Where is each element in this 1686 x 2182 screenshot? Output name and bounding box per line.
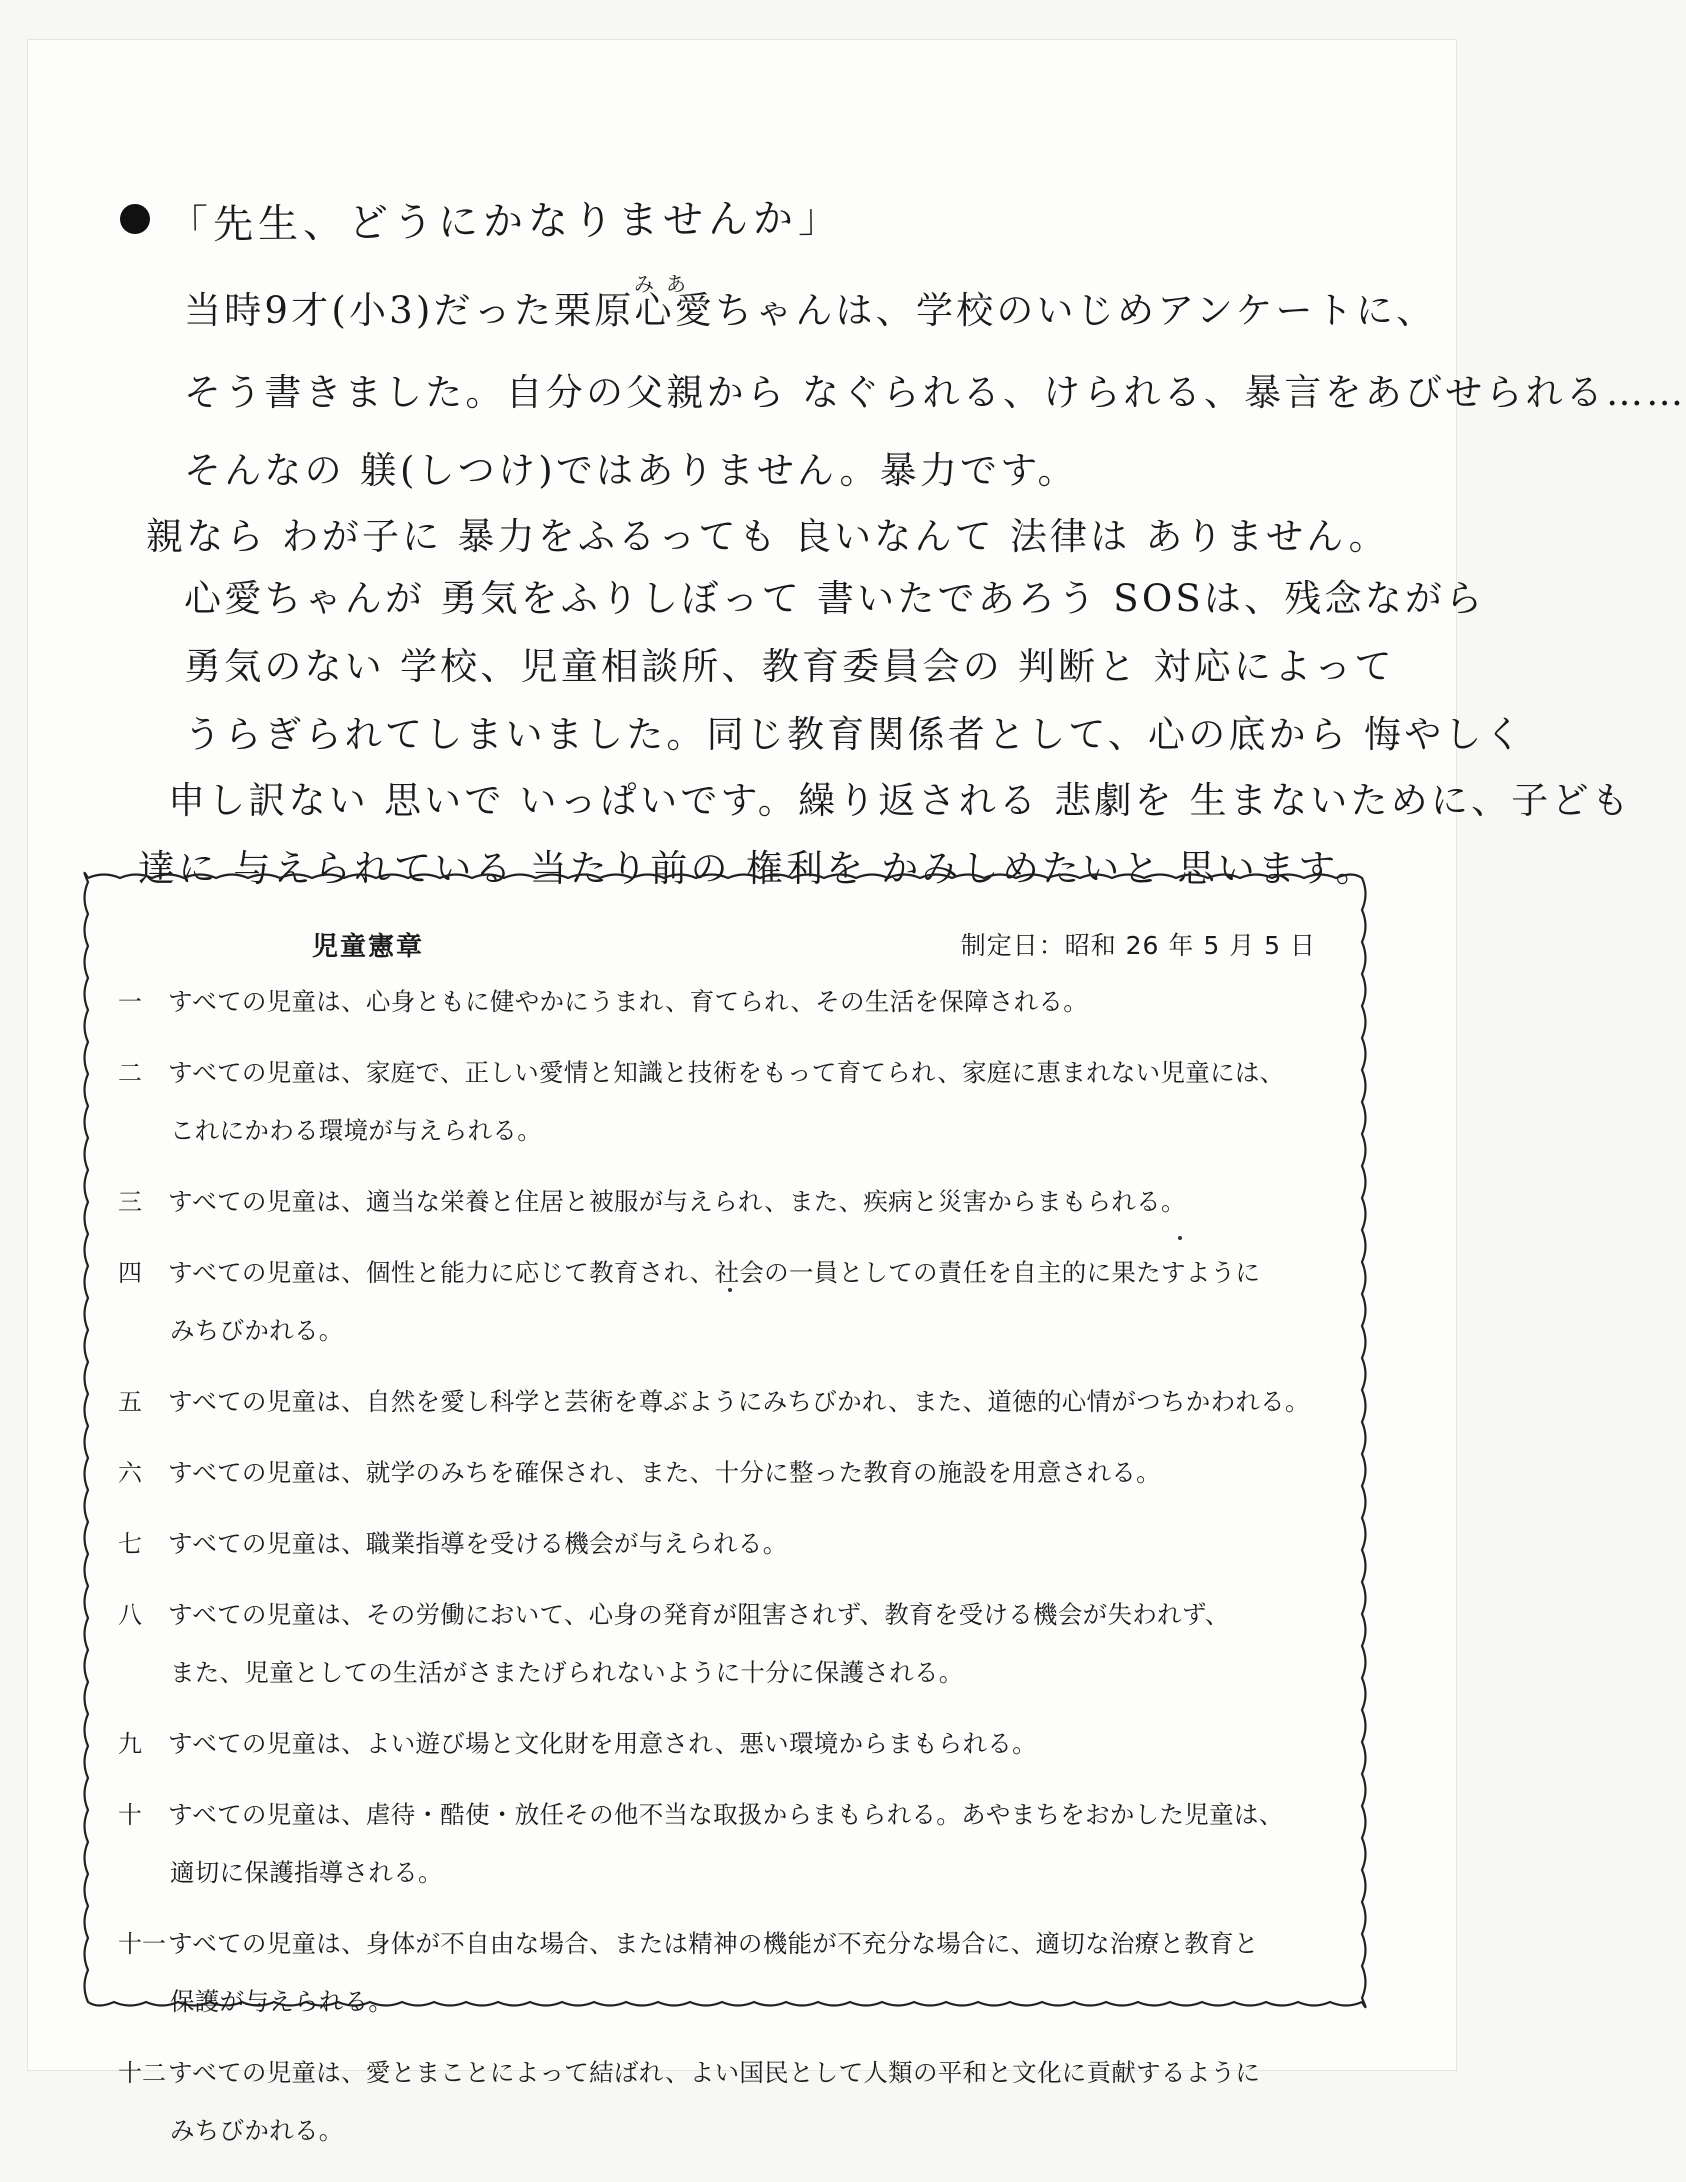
article-line: すべての児童は、職業指導を受ける機会が与えられる。 — [168, 1529, 788, 1558]
article-line: すべての児童は、適当な栄養と住居と被服が与えられ、また、疾病と災害からまもられる。 — [168, 1187, 1186, 1216]
article-text — [168, 1586, 1230, 1702]
article-text — [168, 1915, 1259, 2031]
scanned-page — [28, 40, 1686, 2145]
article-text — [168, 1444, 1161, 1502]
article-line: すべての児童は、よい遊び場と文化財を用意され、悪い環境からまもられる。 — [168, 1729, 1037, 1758]
article-number: 十一 — [118, 1930, 166, 1958]
handwritten-line: そんなの 躾(しつけ)ではありません。暴力です。 — [184, 449, 1078, 492]
handwritten-title-row — [120, 190, 843, 247]
charter-article — [102, 1382, 1352, 1431]
charter-title: 児童憲章 — [312, 932, 425, 962]
article-number: 九 — [118, 1730, 142, 1758]
charter-article — [102, 982, 1352, 1031]
article-line: すべての児童は、愛とまことによって結ばれ、よい国民として人類の平和と文化に貢献するように — [168, 2058, 1261, 2087]
charter-article — [102, 1595, 1352, 1702]
article-number: 十二 — [118, 2059, 166, 2087]
article-number: 十 — [118, 1801, 142, 1829]
article-text — [168, 2044, 1260, 2160]
article-line: また、児童としての生活がさまたげられないように十分に保護される。 — [170, 1658, 964, 1687]
article-line: みちびかれる。 — [170, 2116, 344, 2145]
charter-article — [102, 1253, 1352, 1360]
article-text — [168, 1044, 1285, 1160]
article-number: 五 — [118, 1388, 142, 1416]
article-line: 保護が与えられる。 — [170, 1987, 394, 2016]
handwritten-line: 当時9才(小3)だった栗原心愛ちゃんは、学校のいじめアンケートに、 — [184, 289, 1437, 332]
article-line: すべての児童は、心身ともに健やかにうまれ、育てられ、その生活を保障される。 — [168, 987, 1089, 1016]
charter-article — [102, 1182, 1352, 1231]
article-text — [168, 1373, 1310, 1431]
article-text — [168, 1244, 1260, 1360]
article-list — [102, 982, 1352, 2182]
article-text — [168, 1515, 788, 1573]
scan-speck — [1178, 1236, 1182, 1240]
ruby-reading: みあ — [634, 272, 698, 296]
article-text — [168, 1786, 1284, 1902]
handwritten-line: そう書きました。自分の父親から なぐられる、けられる、暴言をあびせられる…… — [184, 371, 1686, 414]
charter-article — [102, 1053, 1352, 1160]
article-number: 四 — [118, 1259, 142, 1287]
handwritten-line: 達に 与えられている 当たり前の 権利を かみしめたいと 思います。 — [138, 847, 1376, 890]
enactment-date: 制定日：昭和 26 年 5 月 5 日 — [960, 931, 1316, 960]
handwritten-line: 申し訳ない 思いで いっぱいです。繰り返される 悲劇を 生まないために、子ども — [168, 779, 1632, 822]
charter-box — [80, 870, 1370, 2145]
article-line: すべての児童は、虐待・酷使・放任その他不当な取扱からまもられる。あやまちをおかした児童は、 — [168, 1800, 1284, 1829]
article-text — [168, 1173, 1186, 1231]
handwritten-line: うらぎられてしまいました。同じ教育関係者として、心の底から 悔やしく — [184, 713, 1525, 756]
article-text — [168, 973, 1088, 1031]
bullet-icon — [120, 204, 150, 234]
article-text — [168, 1715, 1037, 1773]
handwritten-title: 「先生、どうにかなりませんか」 — [167, 195, 844, 249]
charter-article — [102, 1524, 1352, 1573]
handwritten-line: 勇気のない 学校、児童相談所、教育委員会の 判断と 対応によって — [184, 645, 1395, 688]
article-number: 二 — [118, 1059, 142, 1087]
article-number: 六 — [118, 1459, 142, 1487]
charter-article — [102, 1453, 1352, 1502]
article-number: 八 — [118, 1601, 142, 1629]
article-line: すべての児童は、その労働において、心身の発育が阻害されず、教育を受ける機会が失われず、 — [168, 1600, 1230, 1629]
article-line: すべての児童は、就学のみちを確保され、また、十分に整った教育の施設を用意される。 — [168, 1458, 1161, 1487]
charter-article — [102, 1795, 1352, 1902]
article-line: これにかわる環境が与えられる。 — [170, 1116, 542, 1145]
article-line: すべての児童は、自然を愛し科学と芸術を尊ぶようにみちびかれ、また、道徳的心情がつちかわれる。 — [168, 1387, 1310, 1416]
article-line: みちびかれる。 — [170, 1316, 344, 1345]
article-number: 三 — [118, 1188, 142, 1216]
article-line: 適切に保護指導される。 — [170, 1858, 443, 1887]
charter-header — [80, 926, 1370, 966]
charter-article — [102, 1924, 1352, 2031]
article-line: すべての児童は、家庭で、正しい愛情と知識と技術をもって育てられ、家庭に恵まれない児童には、 — [168, 1058, 1285, 1087]
article-number: 七 — [118, 1530, 142, 1558]
charter-article — [102, 2053, 1352, 2160]
handwritten-line: 心愛ちゃんが 勇気をふりしぼって 書いたであろう SOSは、残念ながら — [184, 577, 1486, 620]
scan-speck — [728, 1288, 732, 1292]
article-number: 一 — [118, 988, 142, 1016]
charter-article — [102, 1724, 1352, 1773]
handwritten-line: 親なら わが子に 暴力をふるっても 良いなんて 法律は ありません。 — [146, 515, 1389, 558]
article-line: すべての児童は、個性と能力に応じて教育され、社会の一員としての責任を自主的に果たすように — [168, 1258, 1261, 1287]
article-line: すべての児童は、身体が不自由な場合、または精神の機能が不充分な場合に、適切な治療と教育と — [168, 1929, 1259, 1958]
